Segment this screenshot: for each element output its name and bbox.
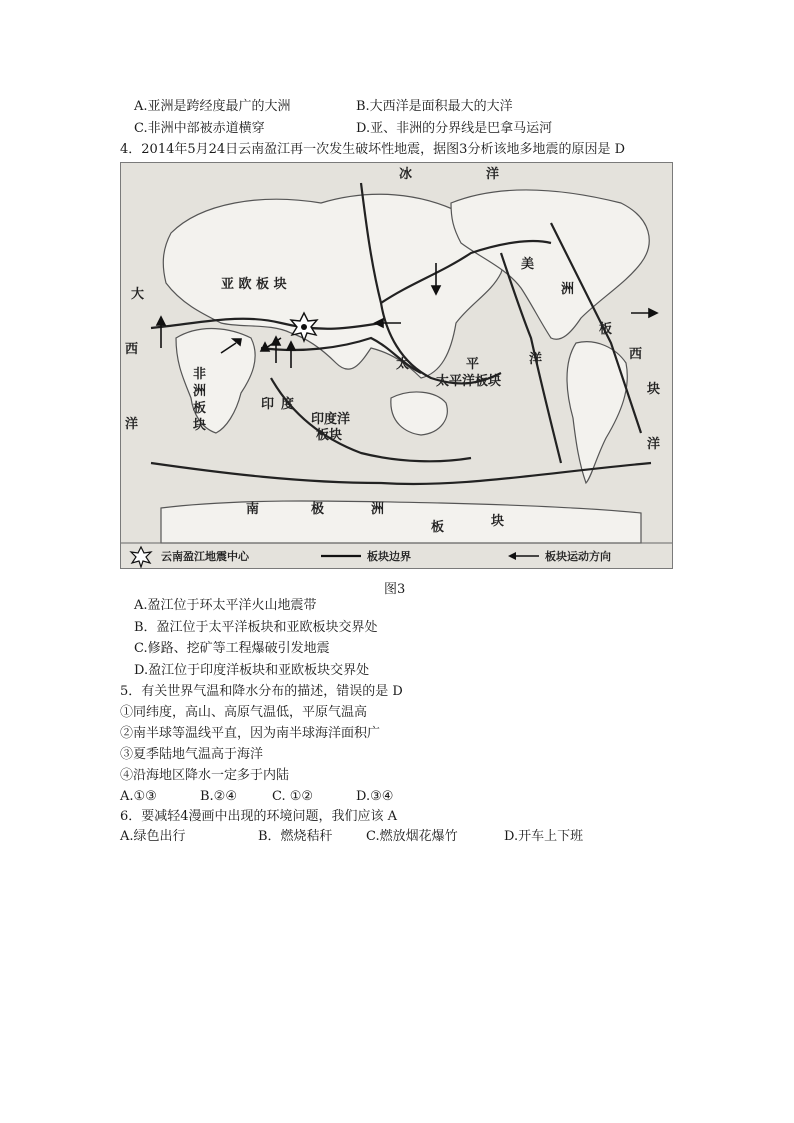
label-africa-4: 块: [193, 418, 207, 433]
label-indian-ocean-2: 度: [281, 397, 295, 412]
q5-statement-4: ④沿海地区降水一定多于内陆: [120, 768, 290, 783]
label-antarctic-2: 极: [311, 502, 325, 517]
label-arctic-1: 冰: [399, 167, 413, 182]
label-atlantic-2: 西: [125, 342, 139, 357]
australia-land: [391, 392, 447, 435]
africa-land: [176, 329, 255, 433]
label-america-3: 板: [599, 322, 613, 337]
q4-stem: 4．2014年5月24日云南盈江再一次发生破坏性地震，据图3分析该地多地震的原因是 D: [120, 142, 625, 157]
q3-option-b: B.大西洋是面积最大的大洋: [356, 99, 513, 114]
q6-option-b: B．燃烧秸秆: [258, 829, 333, 844]
label-america-1: 美: [521, 257, 535, 272]
label-antarctic-4: 板: [431, 520, 445, 535]
q5-option-c: C. ①②: [272, 789, 314, 804]
plate-map-figure: [120, 162, 673, 569]
label-africa-3: 板: [193, 401, 207, 416]
q6-option-d: D.开车上下班: [504, 829, 584, 844]
label-pacific-ocean-right: 洋: [529, 352, 543, 367]
q5-option-d: D.③④: [356, 789, 394, 804]
label-pacific-plate: 太平洋板块: [436, 374, 502, 389]
label-arctic-2: 洋: [486, 167, 500, 182]
q6-option-a: A.绿色出行: [120, 829, 186, 844]
label-eurasian-plate: 亚 欧 板 块: [221, 277, 287, 292]
q3-option-c: C.非洲中部被赤道横穿: [134, 121, 265, 136]
label-indian-plate-2: 板块: [316, 428, 343, 443]
q6-stem: 6．要减轻4漫画中出现的环境问题，我们应该 A: [120, 809, 398, 824]
q5-option-a: A.①③: [120, 789, 157, 804]
label-pacific-2: 平: [466, 357, 480, 372]
q5-stem: 5．有关世界气温和降水分布的描述，错误的是 D: [120, 684, 403, 699]
q3-option-d: D.亚、非洲的分界线是巴拿马运河: [356, 121, 553, 136]
boundary-south-ring: [151, 463, 651, 484]
q5-statement-1: ①同纬度，高山、高原气温低，平原气温高: [120, 705, 368, 720]
label-atlantic-3: 洋: [125, 417, 139, 432]
legend-epicenter-icon: [131, 547, 151, 567]
label-atl-right-3: 洋: [647, 437, 661, 452]
label-africa-1: 非: [193, 367, 207, 382]
q6-option-c: C.燃放烟花爆竹: [366, 829, 458, 844]
label-america-2: 洲: [561, 282, 575, 297]
label-atlantic-1: 大: [131, 287, 145, 302]
legend-arrow-icon: [508, 552, 516, 560]
label-antarctic-5: 块: [491, 514, 505, 529]
label-indian-plate-1: 印度洋: [311, 412, 351, 427]
label-indian-ocean-1: 印: [261, 397, 275, 412]
label-antarctic-3: 洲: [371, 502, 385, 517]
q4-option-b: B．盈江位于太平洋板块和亚欧板块交界处: [134, 620, 378, 635]
q5-statement-2: ②南半球等温线平直，因为南半球海洋面积广: [120, 726, 381, 741]
figure-caption: 图3: [384, 582, 406, 597]
map-legend: [121, 543, 672, 567]
q4-option-a: A.盈江位于环太平洋火山地震带: [134, 598, 317, 613]
label-atl-right-2: 块: [647, 382, 661, 397]
q5-statement-3: ③夏季陆地气温高于海洋: [120, 747, 264, 762]
label-pacific-1: 太: [396, 357, 410, 372]
q4-option-d: D.盈江位于印度洋板块和亚欧板块交界处: [134, 663, 370, 678]
legend-direction-label: 板块运动方向: [545, 550, 611, 563]
label-antarctic-1: 南: [246, 502, 260, 517]
plate-map-svg: [121, 163, 672, 568]
antarctica-land: [161, 501, 641, 543]
label-africa-2: 洲: [193, 384, 207, 399]
q3-option-a: A.亚洲是跨经度最广的大洲: [134, 99, 291, 114]
legend-boundary-label: 板块边界: [367, 550, 411, 563]
q4-option-c: C.修路、挖矿等工程爆破引发地震: [134, 641, 330, 656]
legend-epicenter-label: 云南盈江地震中心: [161, 550, 249, 563]
q5-option-b: B.②④: [200, 789, 237, 804]
label-atl-right-1: 西: [629, 347, 643, 362]
